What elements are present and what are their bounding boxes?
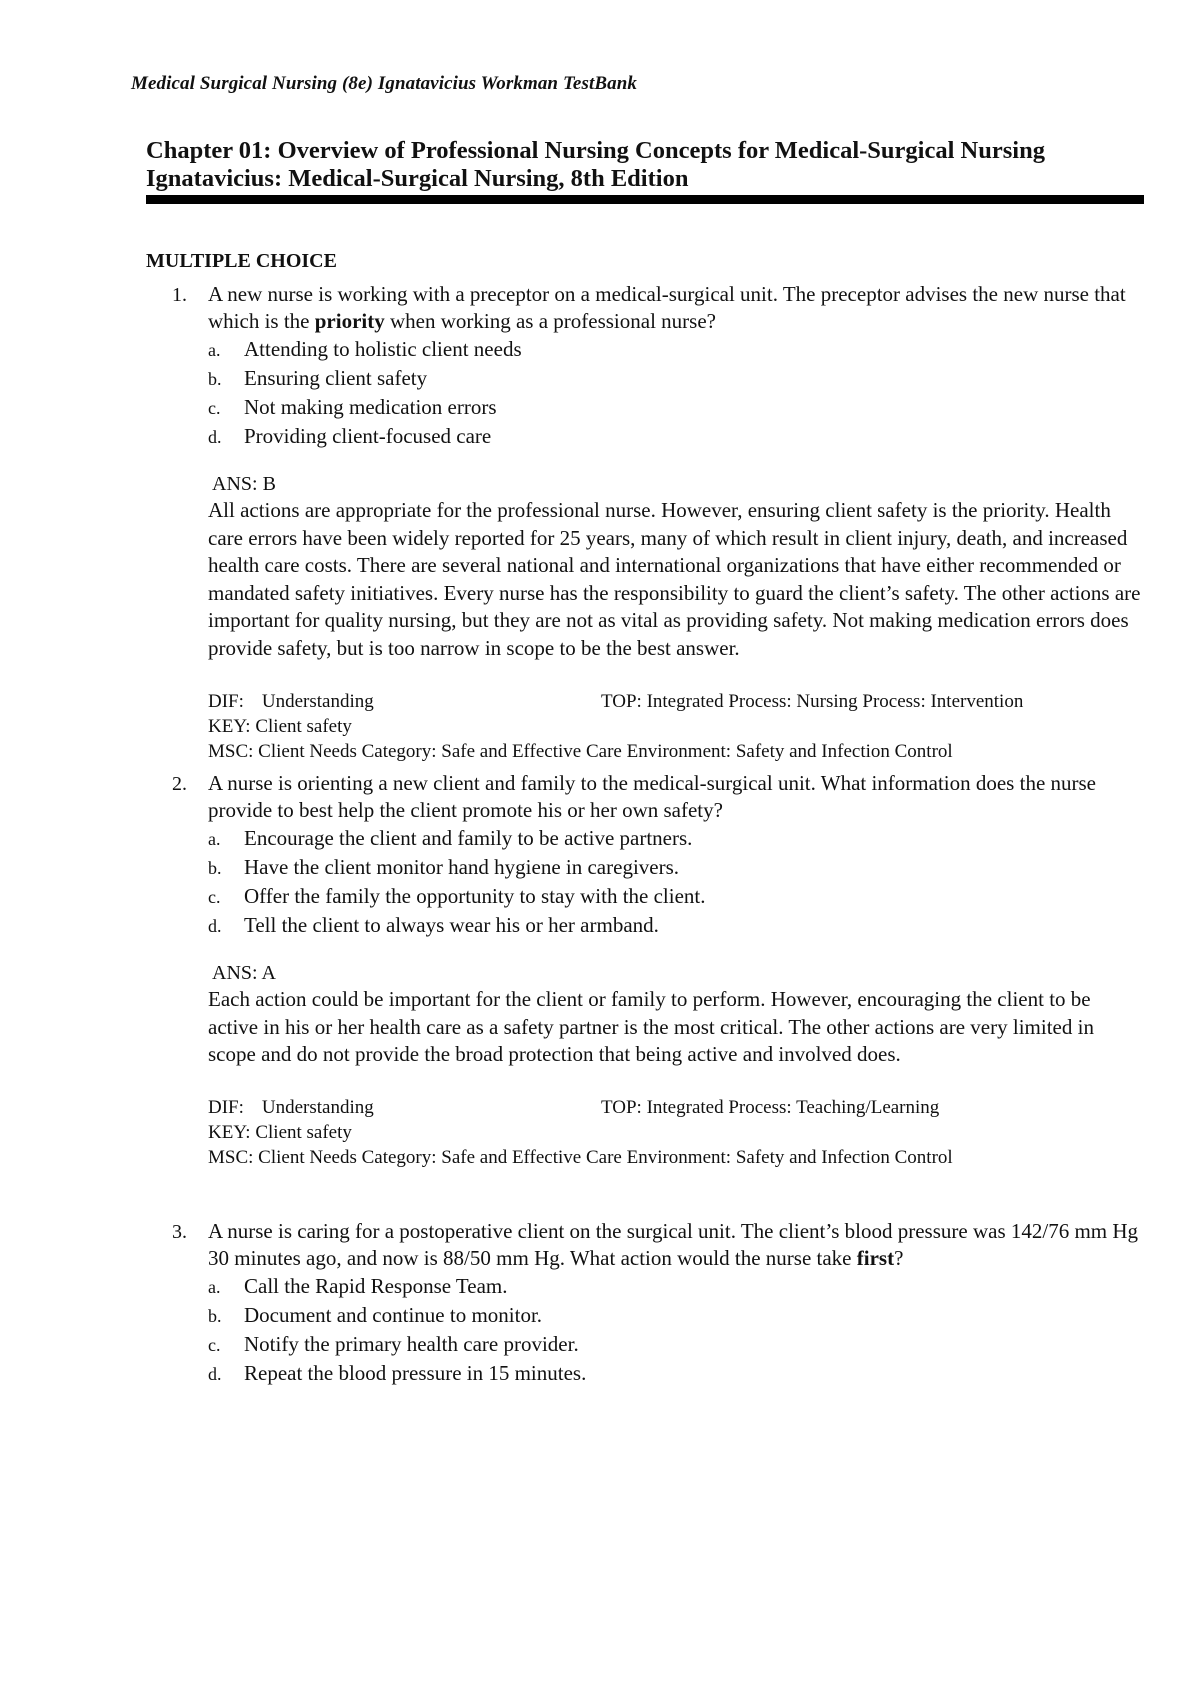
- option-b: [208, 364, 1146, 393]
- option-letter: a.: [208, 1277, 221, 1297]
- msc: MSC: Client Needs Category: Safe and Effective Care Environment: Safety and Infection Control: [208, 1146, 953, 1168]
- msc: MSC: Client Needs Category: Safe and Effective Care Environment: Safety and Infection Control: [208, 740, 953, 762]
- option-letter: c.: [208, 398, 221, 418]
- option-text: Attending to holistic client needs: [244, 337, 522, 361]
- option-text: Tell the client to always wear his or her armband.: [244, 913, 659, 937]
- option-text: Not making medication errors: [244, 395, 497, 419]
- option-list: [208, 824, 1146, 940]
- option-letter: b.: [208, 1306, 222, 1326]
- dif-label: DIF:: [208, 690, 244, 712]
- answer-block: [208, 960, 1143, 1069]
- option-c: [208, 882, 1146, 911]
- option-letter: d.: [208, 916, 222, 936]
- running-head: Medical Surgical Nursing (8e) Ignatavicius Workman TestBank: [131, 73, 637, 94]
- section-heading: MULTIPLE CHOICE: [146, 250, 337, 272]
- question-number: 2.: [172, 773, 187, 795]
- dif-label: DIF:: [208, 1096, 244, 1118]
- question-stem: A new nurse is working with a preceptor on a medical-surgical unit. The preceptor advises the new nurse that which is the priority when working as a professional nurse?: [208, 282, 1126, 333]
- question-1: [146, 281, 1146, 764]
- answer-key: ANS: B: [212, 473, 276, 495]
- chapter-title-line1: Chapter 01: Overview of Professional Nursing Concepts for Medical-Surgical Nursing: [146, 137, 1045, 164]
- dif-value: Understanding: [261, 690, 374, 712]
- dif-value: Understanding: [261, 1096, 374, 1118]
- option-letter: c.: [208, 887, 221, 907]
- option-d: [208, 1359, 1146, 1388]
- option-list: [208, 1272, 1146, 1388]
- option-a: [208, 824, 1146, 853]
- question-stem: A nurse is caring for a postoperative client on the surgical unit. The client’s blood pressure was 142/76 mm Hg 30 minutes ago, and now is 88/50 mm Hg. What action would the nurse take first?: [208, 1219, 1139, 1270]
- option-letter: b.: [208, 369, 222, 389]
- option-letter: a.: [208, 829, 221, 849]
- question-3: [146, 1218, 1146, 1388]
- option-list: [208, 335, 1146, 451]
- option-letter: a.: [208, 340, 221, 360]
- chapter-title: [146, 137, 1045, 193]
- option-letter: d.: [208, 427, 222, 447]
- topic: TOP: Integrated Process: Nursing Process: Intervention: [601, 690, 1024, 712]
- key: KEY: Client safety: [208, 715, 352, 737]
- option-text: Notify the primary health care provider.: [244, 1332, 579, 1356]
- answer-block: [208, 471, 1143, 663]
- option-d: [208, 911, 1146, 940]
- question-number: 1.: [172, 284, 187, 306]
- option-a: [208, 1272, 1146, 1301]
- question-number: 3.: [172, 1221, 187, 1243]
- key: KEY: Client safety: [208, 1121, 352, 1143]
- option-b: [208, 853, 1146, 882]
- topic: TOP: Integrated Process: Teaching/Learning: [601, 1096, 940, 1118]
- option-d: [208, 422, 1146, 451]
- rationale: All actions are appropriate for the professional nurse. However, ensuring client safety is the priority. Health care errors have been widely reported for 25 years, many of which result in client injury, death, and increased health care costs. There are several national and international organizations that have either recommended or mandated safety initiatives. Every nurse has the responsibility to guard the client’s safety. The other actions are important for quality nursing, but they are not as vital as providing safety. Not making medication errors does provide safety, but is too narrow in scope to be the best answer.: [208, 498, 1141, 660]
- option-a: [208, 335, 1146, 364]
- option-b: [208, 1301, 1146, 1330]
- option-text: Repeat the blood pressure in 15 minutes.: [244, 1361, 587, 1385]
- option-letter: c.: [208, 1335, 221, 1355]
- option-c: [208, 1330, 1146, 1359]
- option-text: Ensuring client safety: [244, 366, 428, 390]
- title-rule: [146, 195, 1144, 204]
- option-letter: d.: [208, 1364, 222, 1384]
- answer-key: ANS: A: [212, 962, 276, 984]
- option-text: Call the Rapid Response Team.: [244, 1274, 508, 1298]
- option-letter: b.: [208, 858, 222, 878]
- option-text: Have the client monitor hand hygiene in caregivers.: [244, 855, 680, 879]
- question-2: [146, 770, 1146, 1170]
- option-text: Offer the family the opportunity to stay with the client.: [244, 884, 706, 908]
- option-text: Providing client-focused care: [244, 424, 492, 448]
- rationale: Each action could be important for the client or family to perform. However, encouraging the client to be active in his or her health care as a safety partner is the most critical. The other actions are very limited in scope and do not provide the broad protection that being active and involved does.: [208, 987, 1094, 1067]
- question-metadata: [208, 1095, 1143, 1170]
- question-metadata: [208, 689, 1143, 764]
- option-text: Document and continue to monitor.: [244, 1303, 543, 1327]
- option-text: Encourage the client and family to be active partners.: [244, 826, 693, 850]
- option-c: [208, 393, 1146, 422]
- question-stem: A nurse is orienting a new client and family to the medical-surgical unit. What information does the nurse provide to best help the client promote his or her own safety?: [208, 771, 1096, 822]
- chapter-title-line2: Ignatavicius: Medical-Surgical Nursing, 8th Edition: [146, 165, 689, 192]
